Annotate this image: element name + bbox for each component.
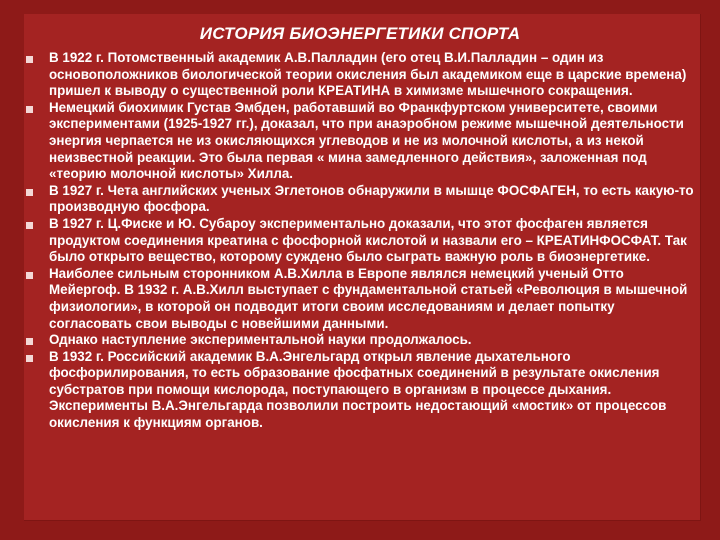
- square-bullet-icon: [26, 338, 33, 345]
- square-bullet-icon: [26, 355, 33, 362]
- square-bullet-icon: [26, 272, 33, 279]
- list-item: [24, 332, 700, 349]
- list-item-text: В 1922 г. Потомственный академик А.В.Палладин (его отец В.И.Палладин – один из основоположников биологической теории окисления был академиком еще в царские времена) пришел к выводу о существенной роли КРЕАТИНА в химизме мышечного сокращения.: [49, 50, 687, 99]
- list-item-text: В 1927 г. Ц.Фиске и Ю. Субароу экспериментально доказали, что этот фосфаген является продуктом соединения креатина с фосфорной кислотой и назвали его – КРЕАТИНФОСФАТ. Так было открыто вещество, которому суждено было сыграть важную роль в биоэнергетике.: [49, 215, 687, 265]
- square-bullet-icon: [26, 189, 33, 196]
- list-item-text: Немецкий биохимик Густав Эмбден, работавший во Франкфуртском университете, своими экспериментами (1925-1927 гг.), доказал, что при анаэробном режиме мышечной деятельности энергия черпается не из окисляющихся углеводов и не из молочной кислоты, а из некой неизвестной реакции. Это была первая « мина замедленного действия», заложенная под «теорию молочной кислоты» Хилла.: [49, 99, 684, 182]
- list-item: [24, 50, 700, 100]
- bullet-list: [24, 50, 700, 432]
- list-item-text: Наиболее сильным сторонником А.В.Хилла в Европе являлся немецкий ученый Отто Мейергоф. В 1932 г. А.В.Хилл выступает с фундаментальной статьей «Революция в мышечной физиологии», в которой он подводит итоги своим исследованиям и делает попытку согласовать свои выводы с новейшими данными.: [49, 265, 688, 331]
- list-item-text: В 1927 г. Чета английских ученых Эглетонов обнаружили в мышце ФОСФАГЕН, то есть какую-то производную фосфора.: [49, 182, 694, 215]
- list-item: [24, 216, 700, 266]
- square-bullet-icon: [26, 106, 33, 113]
- slide-title: ИСТОРИЯ БИОЭНЕРГЕТИКИ СПОРТА: [199, 24, 521, 43]
- list-item-text: В 1932 г. Российский академик В.А.Энгельгард открыл явление дыхательного фосфорилирования, то есть образование фосфатных соединений в результате окисления субстратов при помощи кислорода, поступающего в организм в процессе дыхания. Эксперименты В.А.Энгельгарда позволили построить недостающий «мостик» от процессов окисления к функциям органов.: [49, 348, 667, 431]
- list-item: [24, 100, 700, 183]
- square-bullet-icon: [26, 222, 33, 229]
- square-bullet-icon: [26, 56, 33, 63]
- list-item: [24, 183, 700, 216]
- list-item-text: Однако наступление экспериментальной науки продолжалось.: [49, 332, 472, 348]
- list-item: [24, 349, 700, 432]
- list-item: [24, 266, 700, 332]
